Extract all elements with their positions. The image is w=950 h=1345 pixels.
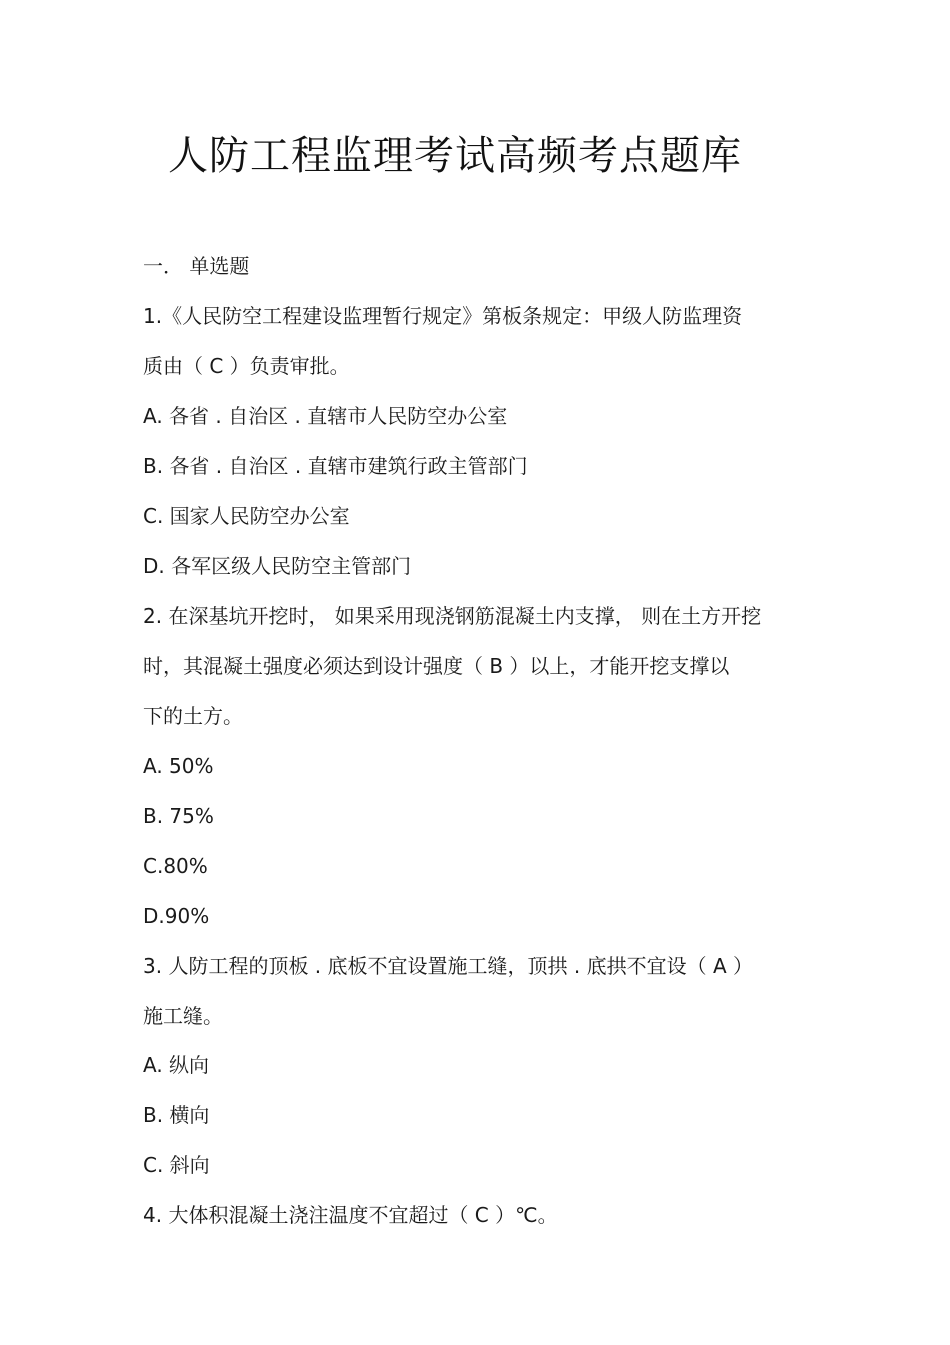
- section-heading: 一． 单选题: [143, 254, 250, 278]
- question-2-option-d: D.90%: [143, 904, 210, 928]
- question-2-text: 2. 在深基坑开挖时， 如果采用现浇钢筋混凝土内支撑， 则在土方开挖: [143, 604, 762, 628]
- question-2-option-c: C.80%: [143, 854, 208, 878]
- question-2-text-end: 下的土方。: [143, 704, 243, 728]
- question-3-option-c: C. 斜向: [143, 1153, 210, 1177]
- question-1-option-c: C. 国家人民防空办公室: [143, 504, 350, 528]
- question-3-option-b: B. 横向: [143, 1103, 210, 1127]
- question-4-text: 4. 大体积混凝土浇注温度不宜超过（ C ）℃。: [143, 1203, 558, 1227]
- question-3-text-cont: 施工缝。: [143, 1004, 223, 1028]
- question-3-text: 3. 人防工程的顶板 . 底板不宜设置施工缝，顶拱 . 底拱不宜设（ A ）: [143, 954, 753, 978]
- question-1-text-cont: 质由（ C ）负责审批。: [143, 354, 350, 378]
- question-1-option-b: B. 各省 . 自治区 . 直辖市建筑行政主管部门: [143, 454, 528, 478]
- document-title: 人防工程监理考试高频考点题库: [168, 133, 742, 179]
- question-2-option-b: B. 75%: [143, 804, 214, 828]
- question-1-text: 1.《人民防空工程建设监理暂行规定》第板条规定：甲级人防监理资: [143, 304, 743, 328]
- question-2-text-cont: 时，其混凝土强度必须达到设计强度（ B ）以上，才能开挖支撑以: [143, 654, 730, 678]
- question-1-option-d: D. 各军区级人民防空主管部门: [143, 554, 412, 578]
- question-2-option-a: A. 50%: [143, 754, 214, 778]
- question-3-option-a: A. 纵向: [143, 1053, 210, 1077]
- question-1-option-a: A. 各省 . 自治区 . 直辖市人民防空办公室: [143, 404, 508, 428]
